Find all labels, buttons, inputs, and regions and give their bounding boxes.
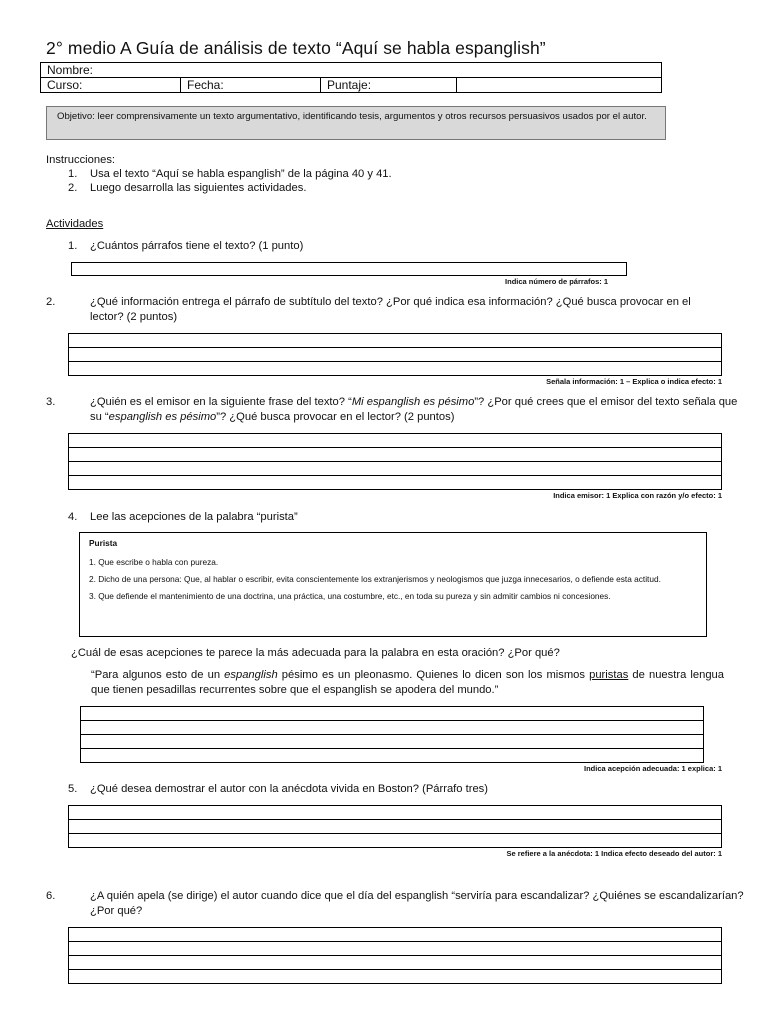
answer-line[interactable] — [69, 970, 721, 983]
score-criteria-q5: Se refiere a la anécdota: 1 Indica efecto deseado del autor: 1 — [506, 849, 722, 858]
score-criteria-q2: Señala información: 1 – Explica o indica efecto: 1 — [546, 377, 722, 386]
question-5 — [68, 782, 488, 797]
question-number: 3. — [46, 396, 56, 408]
answer-line[interactable] — [81, 721, 703, 735]
question-4 — [68, 510, 298, 525]
activities-heading: Actividades — [46, 218, 104, 230]
student-info-table — [40, 62, 662, 93]
answer-box-q2[interactable] — [68, 333, 722, 376]
answer-box-q5[interactable] — [68, 805, 722, 848]
puntaje-field[interactable]: Puntaje: — [321, 78, 457, 93]
question-text: ¿Cuántos párrafos tiene el texto? (1 punto) — [90, 240, 304, 252]
answer-line[interactable] — [69, 834, 721, 847]
question-1 — [68, 239, 303, 254]
answer-line[interactable] — [81, 749, 703, 762]
answer-line[interactable] — [69, 806, 721, 820]
quote-paragraph — [91, 668, 724, 698]
answer-line[interactable] — [69, 956, 721, 970]
question-text: ¿Qué desea demostrar el autor con la anécdota vivida en Boston? (Párrafo tres) — [90, 783, 488, 795]
question-number: 5. — [68, 783, 78, 795]
answer-line[interactable] — [69, 362, 721, 375]
definition-item: 3. Que defiende el mantenimiento de una doctrina, una práctica, una costumbre, etc., en toda su pureza y sin admitir cambios ni concesiones. — [89, 591, 611, 601]
question-text: Lee las acepciones de la palabra “purista” — [90, 511, 298, 523]
puntaje-value-field[interactable] — [457, 78, 662, 93]
answer-line[interactable] — [81, 735, 703, 749]
quote-underlined: puristas — [589, 669, 629, 681]
quote-text: pésimo es un pleonasmo. Quienes lo dicen son los mismos — [277, 669, 590, 681]
quoted-phrase: Mi espanglish es pésimo — [351, 396, 475, 408]
definition-title: Purista — [89, 538, 118, 548]
instructions-heading: Instrucciones: — [46, 154, 116, 166]
question-text: ¿A quién apela (se dirige) el autor cuando dice que el día del espanglish “serviría para escandalizar? ¿Quiénes se escandalizarían? ¿Por qué? — [90, 890, 744, 917]
question-number: 6. — [46, 890, 56, 902]
answer-box-q4[interactable] — [80, 706, 704, 763]
question-number: 1. — [68, 240, 78, 252]
answer-box-q1[interactable] — [71, 262, 627, 276]
answer-line[interactable] — [69, 928, 721, 942]
answer-line[interactable] — [69, 820, 721, 834]
quote-text: “Para algunos esto de un — [91, 669, 225, 681]
answer-line[interactable] — [69, 476, 721, 489]
instruction-item — [68, 167, 392, 181]
answer-box-q6[interactable] — [68, 927, 722, 984]
instruction-item — [68, 181, 306, 195]
definition-box — [79, 532, 707, 637]
answer-line[interactable] — [69, 334, 721, 348]
answer-line[interactable] — [69, 462, 721, 476]
answer-box-q3[interactable] — [68, 433, 722, 490]
question-text: ¿Qué información entrega el párrafo de subtítulo del texto? ¿Por qué indica esa información? ¿Qué busca provocar en el lector? (2 puntos) — [90, 296, 691, 323]
quote-text: de nuestra lengua que tienen pesadillas recurrentes sobre que el espanglish se apodera del mundo.” — [91, 669, 724, 696]
question-text: ¿Quién es el emisor en la siguiente frase del texto? “ — [90, 396, 352, 408]
answer-line[interactable] — [69, 448, 721, 462]
question-text: ”? ¿Qué busca provocar en el lector? (2 puntos) — [216, 411, 455, 423]
instruction-number: 2. — [68, 182, 78, 194]
question-6 — [46, 889, 746, 919]
score-criteria-q3: Indica emisor: 1 Explica con razón y/o efecto: 1 — [553, 491, 722, 500]
curso-field[interactable]: Curso: — [41, 78, 181, 93]
quote-italic: espanglish — [224, 669, 278, 681]
question-text: ”? ¿Por qué crees que el emisor del texto señala que su “ — [90, 396, 738, 423]
answer-line[interactable] — [69, 348, 721, 362]
definition-item: 1. Que escribe o habla con pureza. — [89, 557, 219, 567]
question-3 — [46, 395, 746, 425]
definition-item: 2. Dicho de una persona: Que, al hablar o escribir, evita conscientemente los extranjerismos y neologismos que juzga innecesarios, o defiende esta actitud. — [89, 574, 661, 584]
score-criteria-q4: Indica acepción adecuada: 1 explica: 1 — [584, 764, 722, 773]
score-criteria-q1: Indica número de párrafos: 1 — [505, 277, 608, 286]
objective-box: Objetivo: leer comprensivamente un texto argumentativo, identificando tesis, argumentos y otros recursos persuasivos usados por el autor. — [46, 106, 666, 140]
page-title: 2° medio A Guía de análisis de texto “Aquí se habla espanglish” — [46, 38, 546, 58]
nombre-field[interactable]: Nombre: — [41, 63, 662, 78]
question-2 — [46, 295, 722, 325]
answer-line[interactable] — [81, 707, 703, 721]
question-number: 4. — [68, 511, 78, 523]
question-number: 2. — [46, 296, 56, 308]
instruction-text: Usa el texto “Aquí se habla espanglish” de la página 40 y 41. — [90, 168, 392, 180]
sub-question-4: ¿Cuál de esas acepciones te parece la más adecuada para la palabra en esta oración? ¿Por qué? — [71, 647, 560, 659]
instruction-number: 1. — [68, 168, 78, 180]
instruction-text: Luego desarrolla las siguientes actividades. — [90, 182, 307, 194]
fecha-field[interactable]: Fecha: — [181, 78, 321, 93]
quoted-phrase: espanglish es pésimo — [108, 411, 217, 423]
answer-line[interactable] — [69, 942, 721, 956]
answer-line[interactable] — [69, 434, 721, 448]
